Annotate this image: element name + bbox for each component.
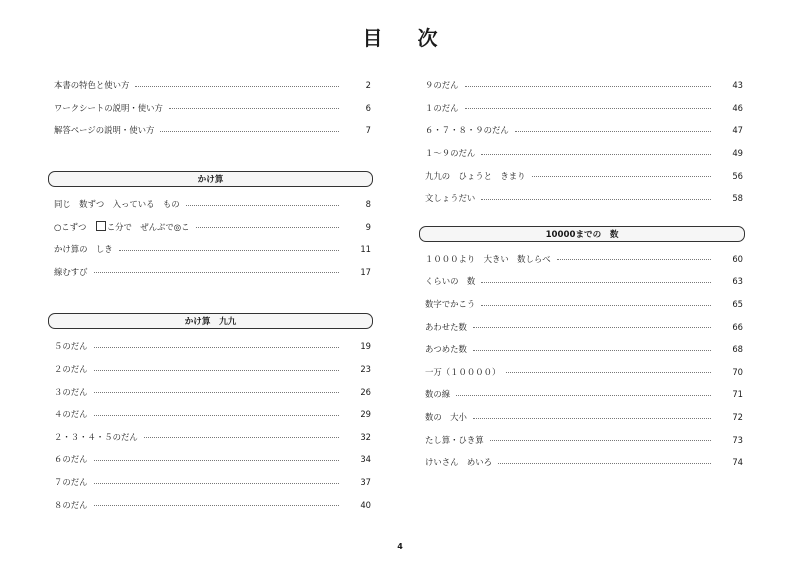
dot-leader [94, 460, 340, 461]
dot-leader [465, 86, 712, 87]
dot-leader [119, 250, 339, 251]
dot-leader [481, 199, 711, 200]
toc-entry-label: 解答ページの説明・使い方 [54, 125, 155, 136]
toc-entry[interactable] [419, 74, 745, 97]
toc-entry[interactable] [48, 74, 373, 97]
dot-leader [456, 395, 711, 396]
toc-entry-page: 47 [732, 125, 743, 136]
toc-entry[interactable] [419, 451, 745, 474]
toc-entry-page: 17 [360, 266, 371, 277]
dot-leader [481, 154, 711, 155]
toc-entry[interactable] [419, 97, 745, 120]
toc-entry[interactable] [48, 493, 373, 516]
toc-entry-label: ４のだん [54, 409, 88, 420]
dot-leader [481, 305, 711, 306]
toc-entry[interactable] [419, 406, 745, 429]
toc-entry-page: 40 [360, 499, 371, 510]
dot-leader [473, 418, 711, 419]
toc-entry-label: 文しょうだい [425, 193, 476, 204]
dot-leader [94, 483, 340, 484]
section-header-multiplication: かけ算 [48, 171, 373, 187]
toc-entry-label: 線むすび [54, 266, 88, 277]
toc-entry-label [48, 221, 190, 233]
toc-entry[interactable] [48, 471, 373, 494]
toc-entry[interactable] [419, 142, 745, 165]
dot-leader [557, 259, 711, 260]
dot-leader [94, 392, 340, 393]
toc-entry-label-part: こ分で ぜんぶで◎こ [106, 221, 190, 232]
toc-right-column [419, 74, 745, 474]
toc-entry[interactable] [419, 315, 745, 338]
dot-leader [498, 463, 711, 464]
toc-entry-page: 34 [360, 454, 371, 465]
toc-entry-page: 72 [732, 412, 743, 423]
toc-entry-page: 68 [732, 344, 743, 355]
toc-entry-label: 一万（１００００） [425, 366, 501, 377]
toc-entry[interactable] [48, 426, 373, 449]
toc-entry-page: 60 [732, 253, 743, 264]
dot-leader [515, 131, 711, 132]
dot-leader [94, 347, 340, 348]
dot-leader [160, 131, 339, 132]
toc-entry-page: 7 [365, 125, 371, 136]
toc-entry[interactable] [419, 248, 745, 271]
dot-leader [465, 108, 712, 109]
toc-entry[interactable] [419, 383, 745, 406]
page-number: 4 [397, 542, 403, 551]
toc-entry-label: 数の線 [425, 389, 451, 400]
toc-entry-label: たし算・ひき算 [425, 434, 484, 445]
toc-entry[interactable] [419, 361, 745, 384]
toc-entry[interactable] [48, 380, 373, 403]
toc-entry-page: 2 [365, 80, 371, 91]
toc-entry-label: １〜９のだん [425, 148, 476, 159]
section-header-times-tables: かけ算 九九 [48, 313, 373, 329]
dot-leader [144, 437, 339, 438]
toc-entry-page: 65 [732, 299, 743, 310]
toc-entry[interactable] [48, 238, 373, 261]
toc-entry-label: ２・３・４・５のだん [54, 431, 138, 442]
toc-entry-page: 37 [360, 477, 371, 488]
toc-entry[interactable] [419, 270, 745, 293]
toc-entry-page: 8 [365, 199, 371, 210]
toc-entry-page: 46 [732, 102, 743, 113]
toc-entry-page: 56 [732, 170, 743, 181]
toc-entry-page: 49 [732, 148, 743, 159]
dot-leader [473, 350, 711, 351]
toc-entry-label: 同じ 数ずつ 入っている もの [54, 199, 180, 210]
toc-entry[interactable] [419, 164, 745, 187]
toc-entry-label: ６のだん [54, 454, 88, 465]
toc-entry-label-part: ○こずつ [54, 221, 95, 232]
toc-entry-label: 九九の ひょうと きまり [425, 170, 526, 181]
toc-entry-page: 9 [365, 221, 371, 232]
toc-entry-page: 70 [732, 366, 743, 377]
toc-entry-page: 66 [732, 321, 743, 332]
toc-entry-page: 23 [360, 364, 371, 375]
toc-entry[interactable] [48, 358, 373, 381]
toc-entry-label: あわせた数 [425, 321, 467, 332]
toc-entry[interactable] [419, 119, 745, 142]
toc-entry[interactable] [48, 193, 373, 216]
dot-leader [94, 272, 340, 273]
toc-entry[interactable] [48, 335, 373, 358]
toc-entry-label: あつめた数 [425, 344, 467, 355]
toc-entry-page: 74 [732, 457, 743, 468]
toc-entry[interactable] [419, 428, 745, 451]
toc-entry-page: 32 [360, 431, 371, 442]
toc-entry[interactable] [419, 293, 745, 316]
dot-leader [94, 370, 340, 371]
toc-entry-page: 6 [365, 102, 371, 113]
section-header-numbers-to-10000: 10000までの 数 [419, 226, 745, 242]
toc-entry-page: 11 [360, 244, 371, 255]
dot-leader [473, 327, 711, 328]
toc-entry-label: ８のだん [54, 499, 88, 510]
dot-leader [186, 205, 339, 206]
dot-leader [94, 505, 340, 506]
dot-leader [135, 86, 339, 87]
page-title: 目 次 [362, 26, 452, 50]
toc-entry[interactable] [419, 187, 745, 210]
dot-leader [196, 227, 340, 228]
toc-entry-page: 58 [732, 193, 743, 204]
toc-entry-label: 数の 大小 [425, 412, 467, 423]
dot-leader [506, 372, 711, 373]
toc-entry-page: 63 [732, 276, 743, 287]
toc-entry-page: 73 [732, 434, 743, 445]
toc-entry-label: 数字でかこう [425, 299, 476, 310]
toc-entry[interactable] [48, 215, 373, 238]
toc-entry-page: 29 [360, 409, 371, 420]
toc-entry-label: ５のだん [54, 341, 88, 352]
toc-entry-label: １のだん [425, 102, 459, 113]
dot-leader [490, 440, 711, 441]
blank-box-icon [96, 221, 106, 231]
toc-entry-label: ７のだん [54, 477, 88, 488]
dot-leader [481, 282, 711, 283]
dot-leader [94, 415, 340, 416]
toc-entry[interactable] [419, 338, 745, 361]
toc-entry[interactable] [48, 403, 373, 426]
toc-entry-label: ２のだん [54, 364, 88, 375]
dot-leader [169, 108, 339, 109]
toc-entry-label: ６・７・８・９のだん [425, 125, 509, 136]
toc-entry-label: くらいの 数 [425, 276, 476, 287]
toc-entry-label: ワークシートの説明・使い方 [54, 102, 163, 113]
toc-entry[interactable] [48, 119, 373, 142]
toc-entry[interactable] [48, 448, 373, 471]
toc-entry-label: けいさん めいろ [425, 457, 492, 468]
toc-entry-page: 19 [360, 341, 371, 352]
toc-entry-label: かけ算の しき [54, 244, 113, 255]
dot-leader [532, 176, 712, 177]
toc-entry-label: １０００より 大きい 数しらべ [425, 253, 551, 264]
toc-entry-page: 26 [360, 386, 371, 397]
toc-entry-label: ３のだん [54, 386, 88, 397]
toc-left-column [48, 74, 373, 516]
toc-entry[interactable] [48, 261, 373, 284]
toc-entry-label: 本書の特色と使い方 [54, 80, 130, 91]
toc-entry-page: 71 [732, 389, 743, 400]
toc-entry-label: ９のだん [425, 80, 459, 91]
toc-entry-page: 43 [732, 80, 743, 91]
toc-entry[interactable] [48, 97, 373, 120]
